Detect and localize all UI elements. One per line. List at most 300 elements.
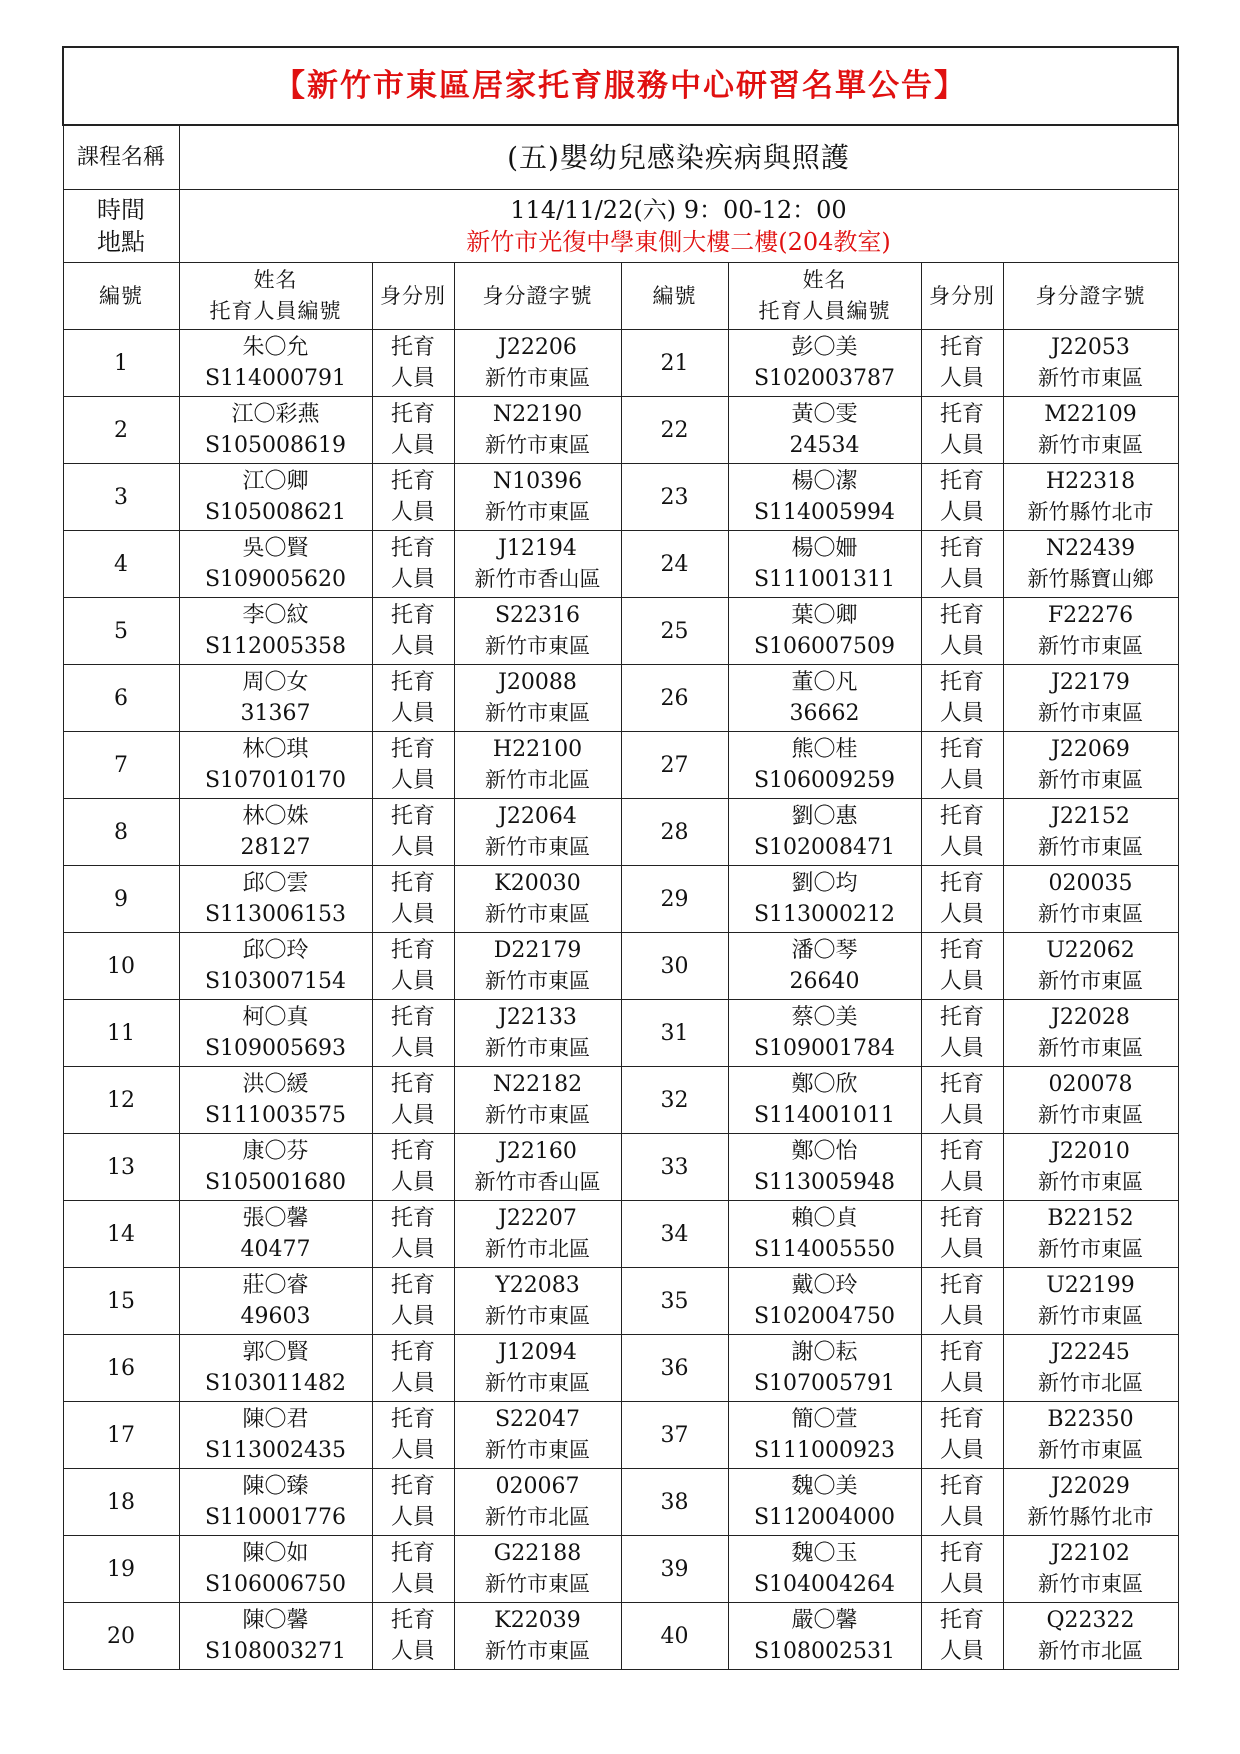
caregiver-name: 鄭〇欣: [791, 1072, 858, 1097]
table-row: [63, 1201, 1178, 1268]
entry-number: 6: [63, 665, 179, 732]
identity-line2: 人員: [390, 567, 435, 592]
id-area: 新竹市東區: [1038, 1170, 1143, 1194]
caregiver-name: 葉〇卿: [791, 603, 858, 628]
header-name-right: [728, 263, 921, 330]
entry-identity-cell: [921, 1134, 1003, 1201]
roster-table: [62, 46, 1179, 1670]
id-area: 新竹市東區: [1038, 1572, 1143, 1596]
entry-identity-cell: [372, 732, 454, 799]
identity-line2: 人員: [390, 768, 435, 793]
caregiver-code: S111001311: [753, 567, 896, 592]
entry-identity-cell: [921, 464, 1003, 531]
entry-number: 21: [621, 330, 728, 397]
id-number: J20088: [498, 670, 577, 695]
entry-id-cell: [1003, 1402, 1178, 1469]
caregiver-code: 24534: [789, 433, 860, 458]
entry-name-cell: [179, 1000, 372, 1067]
entry-identity-cell: [372, 531, 454, 598]
identity-line2: 人員: [939, 1371, 984, 1396]
entry-number: 32: [621, 1067, 728, 1134]
id-number: B22152: [1047, 1206, 1134, 1231]
identity-line1: 托育: [939, 670, 984, 695]
entry-number: 17: [63, 1402, 179, 1469]
caregiver-code: S106009259: [753, 768, 896, 793]
header-identity-right: 身分別: [921, 263, 1003, 330]
entry-id-cell: [454, 1603, 621, 1670]
id-number: D22179: [493, 938, 582, 963]
entry-identity-cell: [921, 665, 1003, 732]
identity-line1: 托育: [939, 1407, 984, 1432]
caregiver-code: 36662: [789, 701, 860, 726]
entry-name-cell: [179, 1536, 372, 1603]
caregiver-name: 吳〇賢: [242, 536, 309, 561]
id-number: 020035: [1048, 871, 1133, 896]
entry-number: 9: [63, 866, 179, 933]
identity-line2: 人員: [390, 1572, 435, 1597]
entry-identity-cell: [372, 330, 454, 397]
table-row: [63, 1067, 1178, 1134]
id-area: 新竹市東區: [1038, 1103, 1143, 1127]
identity-line1: 托育: [939, 1005, 984, 1030]
table-row: [63, 464, 1178, 531]
id-area: 新竹市東區: [485, 902, 590, 926]
entry-id-cell: [454, 866, 621, 933]
entry-id-cell: [1003, 1000, 1178, 1067]
caregiver-name: 莊〇睿: [242, 1273, 309, 1298]
caregiver-code: S105008621: [204, 500, 347, 525]
entry-name-cell: [728, 1469, 921, 1536]
entry-identity-cell: [372, 1201, 454, 1268]
identity-line1: 托育: [390, 1340, 435, 1365]
id-area: 新竹市東區: [485, 1103, 590, 1127]
caregiver-name: 董〇凡: [791, 670, 858, 695]
id-number: K22039: [494, 1608, 581, 1633]
entry-name-cell: [179, 1134, 372, 1201]
session-place: 新竹市光復中學東側大樓二樓(204教室): [466, 228, 891, 256]
id-number: J22206: [498, 335, 577, 360]
entry-id-cell: [454, 732, 621, 799]
id-area: 新竹市東區: [485, 366, 590, 390]
table-row: [63, 1603, 1178, 1670]
entry-identity-cell: [921, 866, 1003, 933]
id-number: M22109: [1044, 402, 1137, 427]
table-row: [63, 330, 1178, 397]
entry-identity-cell: [921, 330, 1003, 397]
table-row: [63, 933, 1178, 1000]
identity-line1: 托育: [939, 603, 984, 628]
identity-line1: 托育: [390, 670, 435, 695]
caregiver-code: S111000923: [753, 1438, 896, 1463]
entry-number: 34: [621, 1201, 728, 1268]
identity-line2: 人員: [939, 500, 984, 525]
place-label: 地點: [97, 228, 145, 256]
identity-line2: 人員: [939, 366, 984, 391]
identity-line1: 托育: [390, 1608, 435, 1633]
identity-line1: 托育: [939, 335, 984, 360]
caregiver-name: 劉〇惠: [791, 804, 858, 829]
id-number: J22053: [1051, 335, 1130, 360]
identity-line2: 人員: [939, 902, 984, 927]
table-row: [63, 1469, 1178, 1536]
identity-line2: 人員: [390, 1170, 435, 1195]
identity-line2: 人員: [390, 701, 435, 726]
entry-number: 40: [621, 1603, 728, 1670]
id-number: H22318: [1045, 469, 1136, 494]
identity-line1: 托育: [939, 1206, 984, 1231]
table-row: [63, 1268, 1178, 1335]
id-area: 新竹市東區: [1038, 433, 1143, 457]
entry-id-cell: [1003, 464, 1178, 531]
id-number: J22160: [498, 1139, 577, 1164]
caregiver-code: S114005550: [753, 1237, 896, 1262]
caregiver-code: S109005620: [204, 567, 347, 592]
header-number-right: 編號: [621, 263, 728, 330]
id-area: 新竹縣寶山鄉: [1027, 567, 1154, 591]
id-area: 新竹市東區: [1038, 1237, 1143, 1261]
entry-number: 30: [621, 933, 728, 1000]
caregiver-name: 熊〇桂: [791, 737, 858, 762]
caregiver-code: S112005358: [204, 634, 347, 659]
caregiver-name: 黃〇雯: [791, 402, 858, 427]
entry-name-cell: [179, 1469, 372, 1536]
entry-name-cell: [728, 1134, 921, 1201]
entry-number: 8: [63, 799, 179, 866]
id-area: 新竹市東區: [1038, 1438, 1143, 1462]
caregiver-name: 江〇卿: [242, 469, 309, 494]
identity-line2: 人員: [390, 1505, 435, 1530]
entry-number: 13: [63, 1134, 179, 1201]
identity-line2: 人員: [390, 1438, 435, 1463]
entry-number: 3: [63, 464, 179, 531]
identity-line2: 人員: [390, 366, 435, 391]
id-area: 新竹縣竹北市: [1027, 500, 1154, 524]
entry-number: 19: [63, 1536, 179, 1603]
identity-line2: 人員: [939, 1103, 984, 1128]
entry-name-cell: [179, 732, 372, 799]
caregiver-name: 康〇芬: [242, 1139, 309, 1164]
entry-number: 22: [621, 397, 728, 464]
table-row: [63, 598, 1178, 665]
id-number: J22069: [1051, 737, 1130, 762]
entry-number: 12: [63, 1067, 179, 1134]
entry-id-cell: [454, 464, 621, 531]
entry-name-cell: [728, 1402, 921, 1469]
identity-line2: 人員: [939, 1572, 984, 1597]
entry-id-cell: [1003, 1268, 1178, 1335]
identity-line1: 托育: [390, 536, 435, 561]
entry-number: 35: [621, 1268, 728, 1335]
caregiver-code: S113005948: [753, 1170, 896, 1195]
id-number: N22439: [1045, 536, 1136, 561]
identity-line2: 人員: [390, 902, 435, 927]
entry-number: 2: [63, 397, 179, 464]
id-area: 新竹市東區: [485, 500, 590, 524]
entry-id-cell: [454, 933, 621, 1000]
entry-name-cell: [179, 531, 372, 598]
entry-id-cell: [454, 1335, 621, 1402]
caregiver-code: S114005994: [753, 500, 896, 525]
entry-name-cell: [179, 1201, 372, 1268]
entry-identity-cell: [921, 1603, 1003, 1670]
id-number: N22190: [492, 402, 583, 427]
entry-name-cell: [179, 866, 372, 933]
id-area: 新竹市東區: [485, 701, 590, 725]
header-number: 編號: [63, 263, 179, 330]
identity-line2: 人員: [939, 969, 984, 994]
entry-number: 29: [621, 866, 728, 933]
entry-identity-cell: [372, 1000, 454, 1067]
identity-line1: 托育: [390, 335, 435, 360]
identity-line1: 托育: [939, 804, 984, 829]
id-number: U22062: [1046, 938, 1135, 963]
entry-id-cell: [1003, 732, 1178, 799]
caregiver-code: S102003787: [753, 366, 896, 391]
entry-name-cell: [728, 1536, 921, 1603]
id-area: 新竹市東區: [1038, 701, 1143, 725]
id-area: 新竹市東區: [1038, 1036, 1143, 1060]
caregiver-name: 劉〇均: [791, 871, 858, 896]
identity-line2: 人員: [390, 500, 435, 525]
entry-number: 10: [63, 933, 179, 1000]
caregiver-code: S112004000: [753, 1505, 896, 1530]
entry-name-cell: [728, 732, 921, 799]
identity-line1: 托育: [390, 1139, 435, 1164]
entry-id-cell: [1003, 799, 1178, 866]
entry-name-cell: [179, 933, 372, 1000]
identity-line2: 人員: [939, 1036, 984, 1061]
entry-id-cell: [454, 1402, 621, 1469]
identity-line1: 托育: [390, 1072, 435, 1097]
entry-id-cell: [454, 598, 621, 665]
entry-id-cell: [454, 1201, 621, 1268]
entry-name-cell: [728, 531, 921, 598]
caregiver-name: 賴〇貞: [791, 1206, 858, 1231]
identity-line2: 人員: [939, 835, 984, 860]
identity-line1: 托育: [390, 1005, 435, 1030]
entry-identity-cell: [372, 598, 454, 665]
entry-id-cell: [1003, 1067, 1178, 1134]
header-id-number: 身分證字號: [454, 263, 621, 330]
entry-identity-cell: [372, 1134, 454, 1201]
entry-identity-cell: [921, 1402, 1003, 1469]
id-area: 新竹市東區: [485, 1639, 590, 1663]
caregiver-name: 陳〇馨: [242, 1608, 309, 1633]
id-number: J22179: [1051, 670, 1130, 695]
caregiver-code: S109005693: [204, 1036, 347, 1061]
identity-line1: 托育: [939, 1273, 984, 1298]
caregiver-code: S105001680: [204, 1170, 347, 1195]
id-number: N22182: [492, 1072, 583, 1097]
entry-identity-cell: [372, 397, 454, 464]
entry-id-cell: [1003, 1603, 1178, 1670]
identity-line1: 托育: [390, 1206, 435, 1231]
entry-number: 33: [621, 1134, 728, 1201]
entry-id-cell: [1003, 531, 1178, 598]
table-row: [63, 1402, 1178, 1469]
entry-number: 4: [63, 531, 179, 598]
entry-name-cell: [728, 397, 921, 464]
entry-name-cell: [179, 799, 372, 866]
identity-line1: 托育: [939, 1340, 984, 1365]
entry-name-cell: [728, 933, 921, 1000]
id-number: J22207: [498, 1206, 577, 1231]
identity-line2: 人員: [939, 634, 984, 659]
entry-number: 36: [621, 1335, 728, 1402]
entry-id-cell: [1003, 866, 1178, 933]
entry-number: 11: [63, 1000, 179, 1067]
caregiver-name: 楊〇潔: [791, 469, 858, 494]
caregiver-code: S113006153: [204, 902, 347, 927]
entry-name-cell: [728, 1000, 921, 1067]
time-label: 時間: [97, 196, 145, 224]
entry-id-cell: [1003, 330, 1178, 397]
identity-line1: 托育: [939, 938, 984, 963]
id-area: 新竹市東區: [485, 969, 590, 993]
id-area: 新竹市東區: [1038, 902, 1143, 926]
caregiver-name: 魏〇玉: [791, 1541, 858, 1566]
entry-name-cell: [179, 665, 372, 732]
entry-identity-cell: [921, 1469, 1003, 1536]
id-area: 新竹市東區: [1038, 634, 1143, 658]
entry-name-cell: [179, 1402, 372, 1469]
entry-number: 38: [621, 1469, 728, 1536]
table-row: [63, 866, 1178, 933]
id-area: 新竹市東區: [485, 634, 590, 658]
caregiver-code: S107010170: [204, 768, 347, 793]
header-identity: 身分別: [372, 263, 454, 330]
caregiver-name: 楊〇姍: [791, 536, 858, 561]
id-area: 新竹市香山區: [474, 1170, 601, 1194]
entry-id-cell: [1003, 1469, 1178, 1536]
caregiver-code: S106007509: [753, 634, 896, 659]
entry-name-cell: [179, 464, 372, 531]
entry-number: 15: [63, 1268, 179, 1335]
caregiver-name: 林〇琪: [242, 737, 309, 762]
caregiver-code: 40477: [240, 1237, 311, 1262]
caregiver-name: 陳〇如: [242, 1541, 309, 1566]
entry-id-cell: [454, 1000, 621, 1067]
identity-line1: 托育: [390, 804, 435, 829]
entry-name-cell: [179, 1067, 372, 1134]
identity-line1: 托育: [939, 737, 984, 762]
id-number: Y22083: [495, 1273, 580, 1298]
entry-identity-cell: [372, 1536, 454, 1603]
identity-line2: 人員: [939, 768, 984, 793]
entry-identity-cell: [372, 1067, 454, 1134]
identity-line2: 人員: [390, 634, 435, 659]
identity-line1: 托育: [390, 737, 435, 762]
entry-id-cell: [454, 1469, 621, 1536]
entry-identity-cell: [921, 1268, 1003, 1335]
entry-id-cell: [1003, 598, 1178, 665]
entry-identity-cell: [921, 598, 1003, 665]
identity-line1: 托育: [390, 938, 435, 963]
caregiver-code: S104004264: [753, 1572, 896, 1597]
id-number: 020067: [495, 1474, 580, 1499]
entry-id-cell: [454, 1536, 621, 1603]
id-number: J22064: [498, 804, 577, 829]
entry-number: 39: [621, 1536, 728, 1603]
entry-identity-cell: [372, 1268, 454, 1335]
caregiver-code: S102004750: [753, 1304, 896, 1329]
entry-identity-cell: [921, 1335, 1003, 1402]
caregiver-name: 謝〇耘: [791, 1340, 858, 1365]
caregiver-name: 張〇馨: [242, 1206, 309, 1231]
entry-name-cell: [179, 1603, 372, 1670]
identity-line2: 人員: [390, 1036, 435, 1061]
identity-line1: 托育: [939, 1608, 984, 1633]
caregiver-code: S114000791: [204, 366, 347, 391]
id-area: 新竹市北區: [485, 768, 590, 792]
entry-name-cell: [728, 799, 921, 866]
time-place-label: [63, 190, 179, 263]
caregiver-name: 鄭〇怡: [791, 1139, 858, 1164]
entry-id-cell: [454, 397, 621, 464]
entry-identity-cell: [921, 531, 1003, 598]
entry-id-cell: [454, 531, 621, 598]
identity-line1: 托育: [939, 402, 984, 427]
caregiver-code: 31367: [240, 701, 311, 726]
identity-line2: 人員: [939, 567, 984, 592]
caregiver-name: 朱〇允: [242, 335, 309, 360]
entry-number: 26: [621, 665, 728, 732]
entry-id-cell: [454, 1067, 621, 1134]
table-row: [63, 732, 1178, 799]
caregiver-name: 嚴〇馨: [791, 1608, 858, 1633]
entry-id-cell: [1003, 1134, 1178, 1201]
id-number: B22350: [1047, 1407, 1134, 1432]
entry-identity-cell: [921, 1067, 1003, 1134]
entry-name-cell: [179, 1268, 372, 1335]
id-area: 新竹市東區: [485, 1572, 590, 1596]
identity-line1: 托育: [390, 1474, 435, 1499]
entry-identity-cell: [372, 1335, 454, 1402]
identity-line1: 托育: [939, 1541, 984, 1566]
entry-name-cell: [179, 397, 372, 464]
identity-line2: 人員: [939, 1170, 984, 1195]
entry-name-cell: [728, 1603, 921, 1670]
identity-line2: 人員: [390, 1103, 435, 1128]
identity-line2: 人員: [390, 1639, 435, 1664]
entry-number: 25: [621, 598, 728, 665]
entry-number: 31: [621, 1000, 728, 1067]
caregiver-code: S113002435: [204, 1438, 347, 1463]
identity-line2: 人員: [939, 1505, 984, 1530]
caregiver-name: 陳〇臻: [242, 1474, 309, 1499]
identity-line1: 托育: [390, 402, 435, 427]
identity-line2: 人員: [939, 433, 984, 458]
header-name: [179, 263, 372, 330]
id-number: S22316: [494, 603, 581, 628]
entry-name-cell: [728, 1067, 921, 1134]
entry-number: 23: [621, 464, 728, 531]
id-number: J22028: [1051, 1005, 1130, 1030]
entry-name-cell: [728, 866, 921, 933]
id-number: J22102: [1051, 1541, 1130, 1566]
id-number: J22010: [1051, 1139, 1130, 1164]
id-number: J22029: [1051, 1474, 1130, 1499]
entry-number: 18: [63, 1469, 179, 1536]
entry-name-cell: [179, 598, 372, 665]
entry-identity-cell: [372, 464, 454, 531]
identity-line1: 托育: [939, 871, 984, 896]
caregiver-name: 洪〇緩: [242, 1072, 309, 1097]
entry-identity-cell: [921, 397, 1003, 464]
entry-name-cell: [179, 1335, 372, 1402]
id-area: 新竹市北區: [485, 1505, 590, 1529]
identity-line2: 人員: [390, 835, 435, 860]
